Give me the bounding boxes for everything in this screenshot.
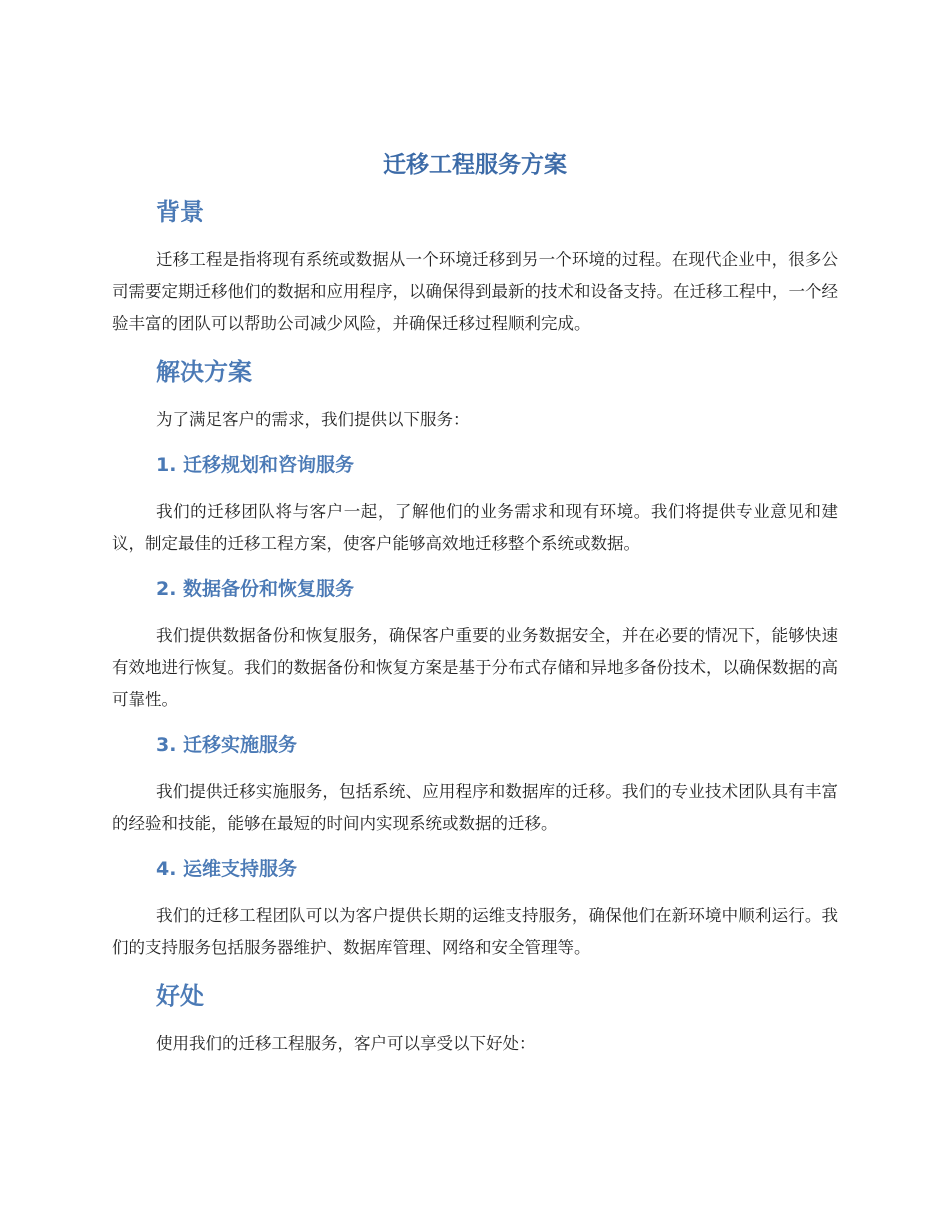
service-3-paragraph: 我们提供迁移实施服务，包括系统、应用程序和数据库的迁移。我们的专业技术团队具有丰富的经验和技能，能够在最短的时间内实现系统或数据的迁移。 bbox=[112, 782, 838, 833]
section-benefits bbox=[112, 978, 838, 1060]
document-title: 迁移工程服务方案 bbox=[383, 152, 567, 178]
service-4-paragraph: 我们的迁移工程团队可以为客户提供长期的运维支持服务，确保他们在新环境中顺利运行。我们的支持服务包括服务器维护、数据库管理、网络和安全管理等。 bbox=[112, 906, 838, 957]
subheading-service-3: 3. 迁移实施服务 bbox=[156, 734, 298, 756]
section-heading-benefits: 好处 bbox=[156, 982, 204, 1010]
section-solution bbox=[112, 354, 838, 964]
benefits-intro-paragraph: 使用我们的迁移工程服务，客户可以享受以下好处： bbox=[156, 1034, 536, 1053]
section-heading-background: 背景 bbox=[156, 198, 204, 226]
service-2-paragraph: 我们提供数据备份和恢复服务，确保客户重要的业务数据安全，并在必要的情况下，能够快速有效地进行恢复。我们的数据备份和恢复方案是基于分布式存储和异地多备份技术，以确保数据的高可靠性。 bbox=[112, 626, 838, 709]
section-background bbox=[112, 194, 838, 340]
background-paragraph: 迁移工程是指将现有系统或数据从一个环境迁移到另一个环境的过程。在现代企业中，很多公司需要定期迁移他们的数据和应用程序，以确保得到最新的技术和设备支持。在迁移工程中，一个经验丰富的团队可以帮助公司减少风险，并确保迁移过程顺利完成。 bbox=[112, 250, 838, 333]
subheading-service-4: 4. 运维支持服务 bbox=[156, 858, 298, 880]
section-heading-solution: 解决方案 bbox=[156, 358, 252, 386]
subheading-service-2: 2. 数据备份和恢复服务 bbox=[156, 578, 355, 600]
subheading-service-1: 1. 迁移规划和咨询服务 bbox=[156, 454, 355, 476]
solution-intro-paragraph: 为了满足客户的需求，我们提供以下服务： bbox=[156, 410, 470, 429]
service-1-paragraph: 我们的迁移团队将与客户一起，了解他们的业务需求和现有环境。我们将提供专业意见和建议，制定最佳的迁移工程方案，使客户能够高效地迁移整个系统或数据。 bbox=[112, 502, 838, 553]
